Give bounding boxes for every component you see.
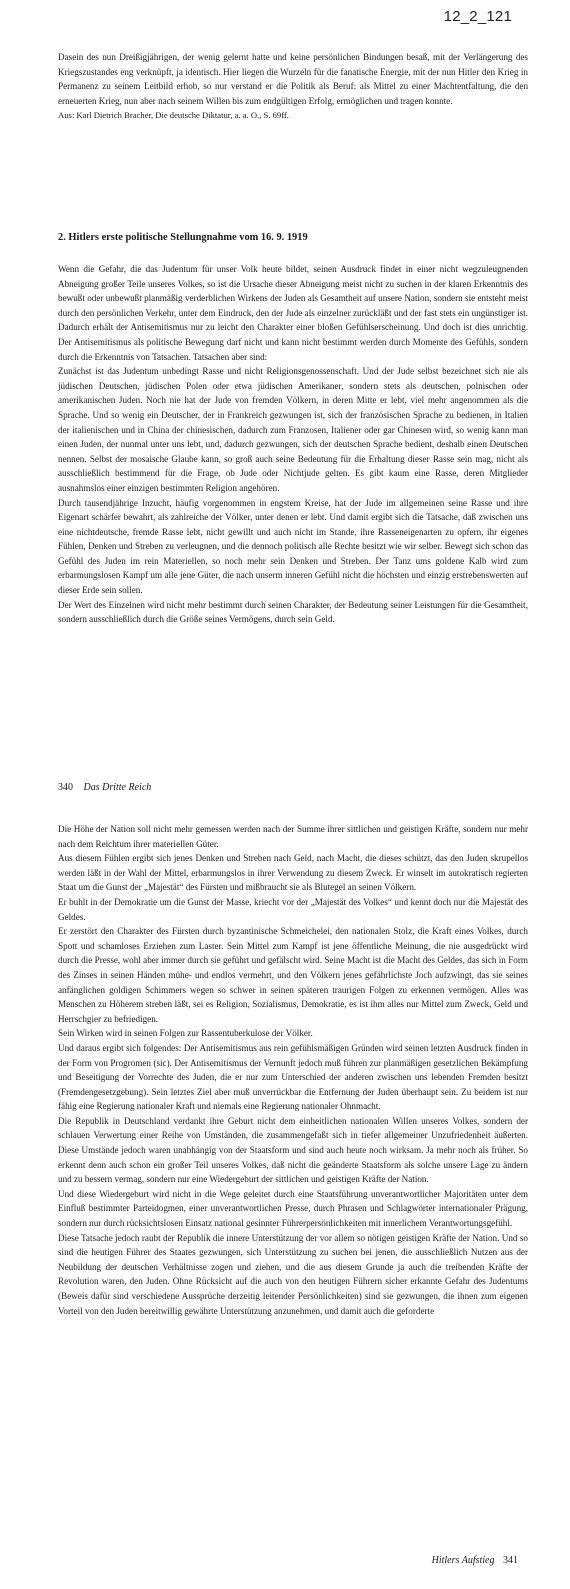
archive-stamp: 12_2_121 (443, 8, 512, 25)
body-paragraph: Er zerstört den Charakter des Fürsten durch byzantinische Schmeichelei, den nationalen Stolz, die Kraft eines Volkes, durch Spott und schamloses Erziehen zum Laster. Sein Mittel zum Kampf ist jene öffentliche Meinung, die nie ausgedrückt wird durch die Presse, wohl aber immer durch sie geführt und gefälscht wird. Seine Macht ist die Macht des Geldes, das sich in Form des Zinses in seinen Händen mühe- und endlos vermehrt, und den Völkern jenes gefährlichste Joch aufzwingt, das sie seines anfänglichen goldigen Schimmers wegen so schwer in seinen späteren traurigen Folgen zu erkennen vermögen. Alles was Menschen zu Höherem streben läßt, sei es Religion, Sozialismus, Demokratie, es ist ihm alles nur Mittel zum Zweck, Geld und Herrschgier zu befriedigen. (58, 926, 528, 1024)
section-heading: 2. Hitlers erste politische Stellungnahme vom 16. 9. 1919 (58, 232, 308, 243)
body-paragraph: Und daraus ergibt sich folgendes: Der Antisemitismus aus rein gefühlsmäßigen Gründen wird seinen letzten Ausdruck finden in der Form von Progromen (sic). Der Antisemitismus der Vernunft jedoch muß führen zur planmäßigen gesetzlichen Bekämpfung und Beseitigung der Vorrechte des Juden, die er nur zum Unterschied der anderen zwischen uns lebenden Fremden besitzt (Fremdengesetzgebung). Sein letztes Ziel aber muß unverrückbar die Entfernung der Juden überhaupt sein. Zu beidem ist nur fähig eine Regierung nationaler Kraft und niemals eine Regierung nationaler Ohnmacht. (58, 1042, 528, 1112)
folio-bottom (432, 1555, 518, 1566)
body-paragraph: Sein Wirken wird in seinen Folgen zur Rassentuberkulose der Völker. (58, 1028, 313, 1039)
running-head: Hitlers Aufstieg (431, 1555, 495, 1566)
page-number: 341 (503, 1555, 518, 1566)
body-paragraph: Aus diesem Fühlen ergibt sich jenes Denken und Streben nach Geld, nach Macht, die dieses schützt, das den Juden skrupellos werden läßt in der Wahl der Mittel, erbarmungslos in ihrer Verwendung zu diesem Zweck. Er winselt im autokratisch regierten Staat um die Gunst der „Majestät“ des Fürsten und mißbraucht sie als Blutegel an seinen Völkern. (58, 853, 528, 893)
intro-block (58, 50, 528, 122)
page-number: 340 (58, 782, 73, 793)
body-paragraph: Der Wert des Einzelnen wird nicht mehr bestimmt durch seinen Charakter, der Bedeutung seiner Leistungen für die Gesamtheit, sondern ausschließlich durch die Größe seines Vermögens, durch sein Geld. (58, 599, 528, 625)
source-citation: Aus: Karl Dietrich Bracher, Die deutsche Diktatur, a. a. O., S. 69ff. (58, 110, 289, 121)
running-head: Das Dritte Reich (83, 782, 152, 793)
body-paragraph: Die Republik in Deutschland verdankt ihre Geburt nicht dem einheitlichen nationalen Willen unseres Volkes, sondern der schlauen Verwertung einer Reihe von Umständen, die zusammengefaßt sich in tiefer allgemeiner Unzufriedenheit äußerten. Diese Umstände jedoch waren unabhängig von der Staatsform und sind auch heute noch wirksam. Ja mehr noch als früher. So erkennt denn auch schon ein großer Teil unseres Volkes, daß nicht die geänderte Staatsform als solche unsere Lage zu ändern und zu bessern vermag, sondern nur eine Wiedergeburt der sittlichen und geistigen Kräfte der Nation. (58, 1115, 528, 1185)
page1-body (58, 262, 528, 627)
page2-body (58, 822, 528, 1318)
body-paragraph: Die Höhe der Nation soll nicht mehr gemessen werden nach der Summe ihrer sittlichen und geistigen Kräfte, sondern nur mehr nach dem Reichtum ihrer materiellen Güter. (58, 824, 528, 849)
body-paragraph: Durch tausendjährige Inzucht, häufig vorgenommen in engstem Kreise, hat der Jude im allgemeinen seine Rasse und ihre Eigenart schärfer bewahrt, als zahlreiche der Völker, unter denen er lebt. Und damit ergibt sich die Tatsache, daß zwischen uns eine nichtdeutsche, fremde Rasse lebt, nicht gewillt und auch nicht im Stande, ihre Rasseneigenarten zu opfern, ihr eigenes Fühlen, Denken und Streben zu verleugnen, und die dennoch politisch alle Rechte besitzt wie wir selber. Bewegt sich schon das Gefühl des Juden im rein Materiellen, so noch mehr sein Denken und Streben. Der Tanz ums goldene Kalb wird zum erbarmungslosen Kampf um alle jene Güter, die nach unserm inneren Gefühl nicht die höchsten und einzig erstrebenswerten auf dieser Erde sein sollen. (58, 497, 528, 596)
body-paragraph: Er buhlt in der Demokratie um die Gunst der Masse, kriecht vor der „Majestät des Volkes“ und kennt doch nur die Majestät des Geldes. (58, 896, 528, 922)
body-paragraph: Zunächst ist das Judentum unbedingt Rasse und nicht Religionsgenossenschaft. Und der Jude selbst bezeichnet sich nie als jüdischen Deutschen, jüdischen Polen oder etwa jüdischen Amerikaner, sondern stets als deutschen, polnischen oder amerikanischen Juden. Noch nie hat der Jude von fremden Völkern, in deren Mitte er lebt, viel mehr angenommen als die Sprache. Und so wenig ein Deutscher, der in Frankreich gezwungen ist, sich der französischen Sprache zu bedienen, in Italien der italienischen und in China der chinesischen, dadurch zum Franzosen, Italiener oder gar Chinesen wird, so wenig kann man einen Juden, der nunmal unter uns lebt, und, dadurch gezwungen, sich der deutschen Sprache bedient, deshalb einen Deutschen nennen. Selbst der mosaische Glaube kann, so groß auch seine Bedeutung für die Erhaltung dieser Rasse sein mag, nicht als ausschließlich bestimmend für die Frage, ob Jude oder Nichtjude gelten. Es gibt kaum eine Rasse, deren Mitglieder ausnahmslos einer einzigen bestimmten Religion angehören. (58, 366, 528, 493)
body-paragraph: Und diese Wiedergeburt wird nicht in die Wege geleitet durch eine Staatsführung unverantwortlicher Majoritäten unter dem Einfluß bestimmter Parteidogmen, einer unverantwortlichen Presse, durch Phrasen und Schlagwörter internationaler Prägung, sondern nur durch rücksichtslosen Einsatz national gesinnter Führerpersönlichkeiten mit innerlichem Verantwortungsgefühl. (58, 1188, 528, 1229)
body-paragraph: Wenn die Gefahr, die das Judentum für unser Volk heute bildet, seinen Ausdruck findet in einer nicht wegzuleugnenden Abneigung großer Teile unseres Volkes, so ist die Ursache dieser Abneigung meist nicht zu suchen in der klaren Erkenntnis des bewußt oder unbewußt planmäßig verderblichen Wirkens der Juden als Gesamtheit auf unsere Nation, sondern sie entsteht meist durch den persönlichen Verkehr, unter dem Eindruck, den der Jude als einzelner zurückläßt und der fast stets ein ungünstiger ist. Dadurch erhält der Antisemitismus nur zu leicht den Charakter einer bloßen Gefühlserscheinung. Und doch ist dies unrichtig. Der Antisemitismus als politische Bewegung darf nicht und kann nicht bestimmt werden durch Momente des Gefühls, sondern durch die Erkenntnis von Tatsachen. Tatsachen aber sind: (58, 264, 528, 362)
body-paragraph: Diese Tatsache jedoch raubt der Republik die innere Unterstützung der vor allem so nötigen geistigen Kräfte der Nation. Und so sind die heutigen Führer des Staates gezwungen, sich Unterstützung zu suchen bei jenen, die ausschließlich Nutzen aus der Neubildung der deutschen Verhältnisse zogen und ziehen, und die aus diesem Grunde ja auch die treibenden Kräfte der Revolution waren, den Juden. Ohne Rücksicht auf die auch von den heutigen Führern sicher erkannte Gefahr des Judentums (Beweis dafür sind verschiedene Aussprüche derzeitig leitender Persönlichkeiten) sind sie gezwungen, die ihnen zum eigenen Vorteil von den Juden bereitwillig gewährte Unterstützung anzunehmen, und damit auch die geforderte (58, 1232, 528, 1316)
folio-top (58, 782, 151, 793)
intro-paragraph: Dasein des nun Dreißigjährigen, der wenig gelernt hatte und keine persönlichen Bindungen besaß, mit der Verlängerung des Kriegszustandes eng verknüpft, ja identisch. Hier liegen die Wurzeln für die fanatische Energie, mit der nun Hitler den Krieg in Permanenz zu seinem Leitbild erhob, so nur verstand er die Politik als Beruf: als Mittel zu einer Machtentfaltung, die den erneuerten Krieg, nun aber nach seinem Willen bis zum endgültigen Erfolg, ermöglichen und tragen konnte. (58, 52, 528, 106)
